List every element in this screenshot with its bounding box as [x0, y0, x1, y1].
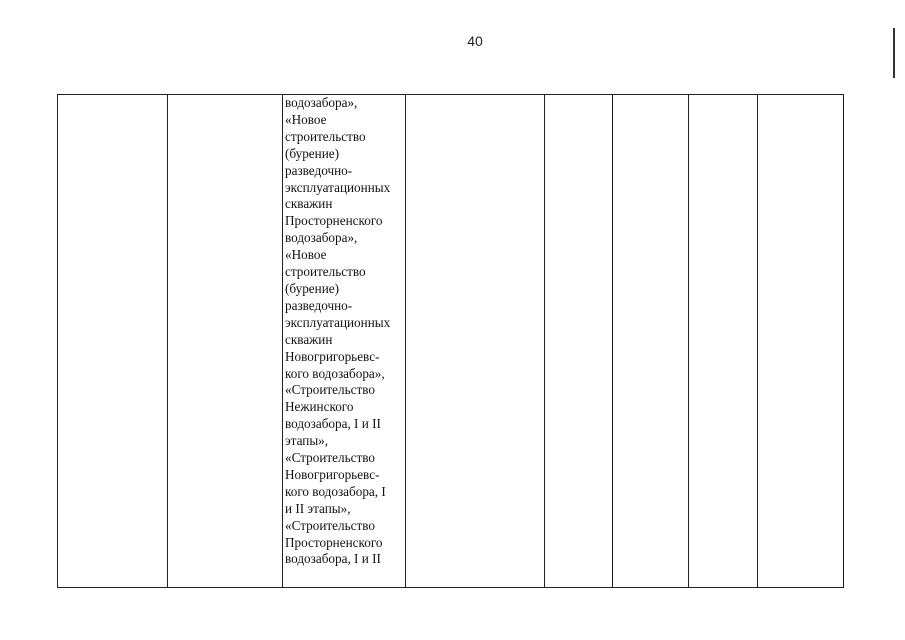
cell-line: строительство	[285, 264, 366, 280]
cell-line: водозабора, I и II	[285, 551, 381, 567]
page-number: 40	[467, 33, 483, 49]
table-cell-2	[168, 95, 283, 588]
cell-line: водозабора»,	[285, 95, 358, 110]
table-cell-1	[58, 95, 168, 588]
cell-line: «Строительство	[285, 382, 375, 398]
cell-line: этапы»,	[285, 433, 329, 449]
table-cell-3	[283, 95, 406, 588]
cell-line: «Строительство	[285, 517, 375, 533]
cell-line: эксплуатационных	[285, 179, 391, 195]
cell-line: «Новое	[285, 247, 327, 263]
table-cell-8	[758, 95, 844, 588]
table-cell-7	[689, 95, 758, 588]
table-cell-4	[406, 95, 545, 588]
page-edge-mark	[893, 28, 895, 78]
cell-text-block	[283, 95, 405, 568]
table-cell-5	[545, 95, 613, 588]
cell-line: Просторненского	[285, 534, 383, 550]
cell-line: «Новое	[285, 111, 327, 127]
cell-line: эксплуатационных	[285, 314, 391, 330]
cell-line: (бурение)	[285, 145, 339, 161]
cell-line: «Строительство	[285, 450, 375, 466]
cell-line: и II этапы»,	[285, 500, 351, 516]
cell-line: водозабора, I и II	[285, 416, 381, 432]
cell-line: Нежинского	[285, 399, 354, 415]
document-table	[57, 94, 844, 588]
cell-line: разведочно-	[285, 162, 353, 178]
cell-line: строительство	[285, 128, 366, 144]
cell-line: водозабора»,	[285, 230, 358, 246]
cell-line: Просторненского	[285, 213, 383, 229]
cell-line: (бурение)	[285, 280, 339, 296]
cell-line: кого водозабора, I	[285, 483, 386, 499]
cell-line: разведочно-	[285, 297, 353, 313]
cell-line: скважин	[285, 196, 333, 212]
cell-line: Новогригорьевс-	[285, 348, 380, 364]
cell-line: Новогригорьевс-	[285, 466, 380, 482]
cell-line: скважин	[285, 331, 333, 347]
table-cell-6	[613, 95, 689, 588]
cell-line: кого водозабора»,	[285, 365, 385, 381]
table-row	[58, 95, 844, 588]
